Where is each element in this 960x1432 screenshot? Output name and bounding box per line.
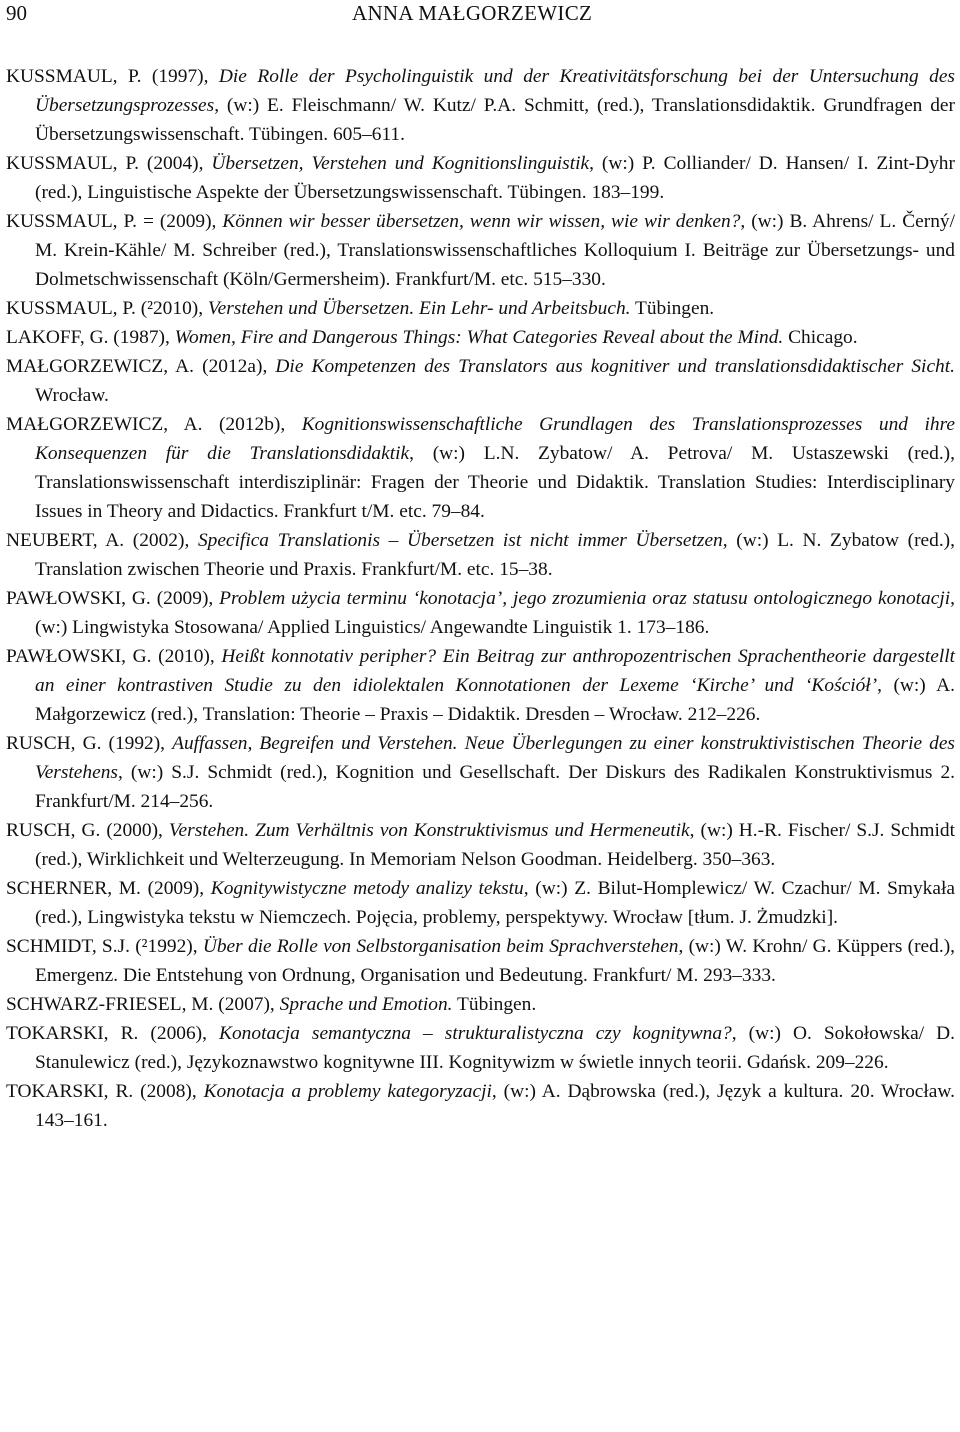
- reference-title: Die Rolle der Psycholinguistik und der Kreativitätsforschung bei der Untersuchung des Übersetzungsprozesses: [35, 66, 955, 116]
- reference-title: Specifica Translationis – Übersetzen ist nicht immer Übersetzen: [197, 530, 723, 551]
- reference-year: (2009),: [150, 588, 220, 609]
- reference-author: TOKARSKI, R.: [6, 1081, 134, 1102]
- reference-details: Tübingen.: [630, 298, 715, 319]
- reference-details: Wrocław.: [35, 385, 109, 406]
- reference-year: (2009),: [140, 878, 211, 899]
- reference-title: Konotacja a problemy kategoryzacji: [203, 1081, 492, 1102]
- reference-details: , (w:) Z. Bilut-Homplewicz/ W. Czachur/ M. Smykała (red.), Lingwistyka tekstu w Niemczech. Pojęcia, problemy, perspektywy. Wrocław [tłum. J. Żmudzki].: [35, 878, 955, 928]
- running-head-author: ANNA MAŁGORZEWICZ: [352, 1, 593, 25]
- reference-year: (²2010),: [135, 298, 208, 319]
- reference-entry: [6, 584, 955, 642]
- reference-entry: [6, 352, 955, 410]
- reference-year: (2006),: [138, 1023, 220, 1044]
- reference-title: Über die Rolle von Selbstorganisation beim Sprachverstehen: [202, 936, 679, 957]
- reference-details: , (w:) L. N. Zybatow (red.), Translation zwischen Theorie und Praxis. Frankfurt/M. etc. 15–38.: [35, 530, 955, 580]
- reference-year: (2010),: [151, 646, 222, 667]
- reference-title: Verstehen. Zum Verhältnis von Konstruktivismus und Hermeneutik: [168, 820, 690, 841]
- reference-details: , (w:) L.N. Zybatow/ A. Petrova/ M. Ustaszewski (red.), Translationswissenschaft interdisziplinär: Fragen der Theorie und Didaktik. Translation Studies: Interdisciplinary Issues in Theory and Didactics. Frankfurt t/M. etc. 79–84.: [35, 443, 955, 522]
- reference-entry: [6, 207, 955, 294]
- bibliography-list: [6, 62, 955, 1135]
- reference-author: KUSSMAUL, P.: [6, 298, 136, 319]
- reference-details: , (w:) S.J. Schmidt (red.), Kognition und Gesellschaft. Der Diskurs des Radikalen Konstruktivismus 2. Frankfurt/M. 214–256.: [35, 762, 955, 812]
- reference-details: , (w:) B. Ahrens/ L. Černý/ M. Krein-Kähle/ M. Schreiber (red.), Translationswissenschaftliches Kolloquium I. Beiträge zur Übersetzungs- und Dolmetschwissenschaft (Köln/Germersheim). Frankfurt/M. etc. 515–330.: [35, 211, 955, 290]
- reference-entry: [6, 932, 955, 990]
- reference-details: Chicago.: [783, 327, 858, 348]
- reference-title: Kognitywistyczne metody analizy tekstu: [210, 878, 524, 899]
- reference-author: SCHERNER, M.: [6, 878, 141, 899]
- page-header: [6, 0, 954, 26]
- reference-entry: [6, 990, 955, 1019]
- reference-details: , (w:) W. Krohn/ G. Küppers (red.), Emergenz. Die Entstehung von Ordnung, Organisation und Bedeutung. Frankfurt/ M. 293–333.: [35, 936, 956, 986]
- reference-details: , (w:) Lingwistyka Stosowana/ Applied Linguistics/ Angewandte Linguistik 1. 173–186.: [35, 588, 955, 638]
- reference-author: MAŁGORZEWICZ, A.: [6, 414, 203, 435]
- reference-author: SCHWARZ-FRIESEL, M.: [6, 994, 214, 1015]
- reference-title: Sprache und Emotion.: [279, 994, 453, 1015]
- reference-details: , (w:) E. Fleischmann/ W. Kutz/ P.A. Schmitt, (red.), Translationsdidaktik. Grundfragen der Übersetzungswissenschaft. Tübingen. 605–611.: [35, 95, 955, 145]
- reference-author: RUSCH, G.: [6, 733, 102, 754]
- reference-title: Übersetzen, Verstehen und Kognitionslinguistik: [211, 153, 590, 174]
- reference-year: (2008),: [133, 1081, 204, 1102]
- reference-entry: [6, 642, 955, 729]
- reference-entry: [6, 149, 955, 207]
- page-number: 90: [6, 1, 27, 25]
- reference-year: (1987),: [108, 327, 175, 348]
- reference-year: (²1992),: [129, 936, 203, 957]
- reference-year: (2002),: [124, 530, 198, 551]
- reference-entry: [6, 1019, 955, 1077]
- reference-details: , (w:) P. Colliander/ D. Hansen/ I. Zint-Dyhr (red.), Linguistische Aspekte der Übersetzungswissenschaft. Tübingen. 183–199.: [35, 153, 955, 203]
- reference-entry: [6, 729, 955, 816]
- reference-details: , (w:) A. Dąbrowska (red.), Język a kultura. 20. Wrocław. 143–161.: [35, 1081, 955, 1131]
- reference-year: (2007),: [213, 994, 280, 1015]
- reference-title: Kognitionswissenschaftliche Grundlagen des Translationsprozesses und ihre Konsequenzen für die Translationsdidaktik: [35, 414, 956, 464]
- reference-year: (2000),: [100, 820, 169, 841]
- reference-author: RUSCH, G.: [6, 820, 101, 841]
- reference-author: KUSSMAUL, P.: [6, 66, 142, 87]
- reference-entry: [6, 62, 955, 149]
- reference-title: Problem użycia terminu ‘konotacja’, jego zrozumienia oraz statusu ontologicznego konotacji: [219, 588, 951, 609]
- reference-entry: [6, 410, 955, 526]
- reference-author: PAWŁOWSKI, G.: [6, 646, 152, 667]
- reference-details: , (w:) H.-R. Fischer/ S.J. Schmidt (red.), Wirklichkeit und Welterzeugung. In Memoriam Nelson Goodman. Heidelberg. 350–363.: [35, 820, 955, 870]
- reference-year: (1992),: [101, 733, 173, 754]
- reference-year: (1997),: [141, 66, 219, 87]
- reference-entry: [6, 323, 955, 352]
- reference-title: Verstehen und Übersetzen. Ein Lehr- und Arbeitsbuch.: [207, 298, 631, 319]
- reference-title: Die Kompetenzen des Translators aus kognitiver und translationsdidaktischer Sicht.: [275, 356, 955, 377]
- reference-year: (2004),: [138, 153, 212, 174]
- reference-title: Konotacja semantyczna – strukturalistyczna czy kognitywna?: [219, 1023, 732, 1044]
- reference-year: (2012a),: [194, 356, 276, 377]
- reference-author: MAŁGORZEWICZ, A.: [6, 356, 195, 377]
- reference-author: NEUBERT, A.: [6, 530, 125, 551]
- reference-title: Können wir besser übersetzen, wenn wir wissen, wie wir denken?: [222, 211, 741, 232]
- reference-details: , (w:) O. Sokołowska/ D. Stanulewicz (red.), Językoznawstwo kognitywne III. Kognitywizm w świetle innych teorii. Gdańsk. 209–226.: [35, 1023, 955, 1073]
- reference-title: Auffassen, Begreifen und Verstehen. Neue Überlegungen zu einer konstruktivistischen Theorie des Verstehens: [35, 733, 955, 783]
- reference-details: , (w:) A. Małgorzewicz (red.), Translation: Theorie – Praxis – Didaktik. Dresden – Wrocław. 212–226.: [35, 675, 955, 725]
- reference-author: LAKOFF, G.: [6, 327, 109, 348]
- reference-entry: [6, 294, 955, 323]
- reference-entry: [6, 1077, 955, 1135]
- reference-details: Tübingen.: [452, 994, 537, 1015]
- reference-author: PAWŁOWSKI, G.: [6, 588, 151, 609]
- reference-author: SCHMIDT, S.J.: [6, 936, 130, 957]
- reference-title: Women, Fire and Dangerous Things: What Categories Reveal about the Mind.: [174, 327, 784, 348]
- reference-title: Heißt konnotativ peripher? Ein Beitrag zur anthropozentrischen Sprachentheorie dargestellt an einer kontrastiven Studie zu den idiolektalen Konnotationen der Lexeme ‘Kirche’ und ‘Kościół’: [35, 646, 955, 696]
- reference-entry: [6, 526, 955, 584]
- reference-author: TOKARSKI, R.: [6, 1023, 139, 1044]
- reference-year: = (2009),: [136, 211, 223, 232]
- reference-year: (2012b),: [202, 414, 302, 435]
- reference-entry: [6, 874, 955, 932]
- reference-author: KUSSMAUL, P.: [6, 153, 139, 174]
- reference-entry: [6, 816, 955, 874]
- reference-author: KUSSMAUL, P.: [6, 211, 137, 232]
